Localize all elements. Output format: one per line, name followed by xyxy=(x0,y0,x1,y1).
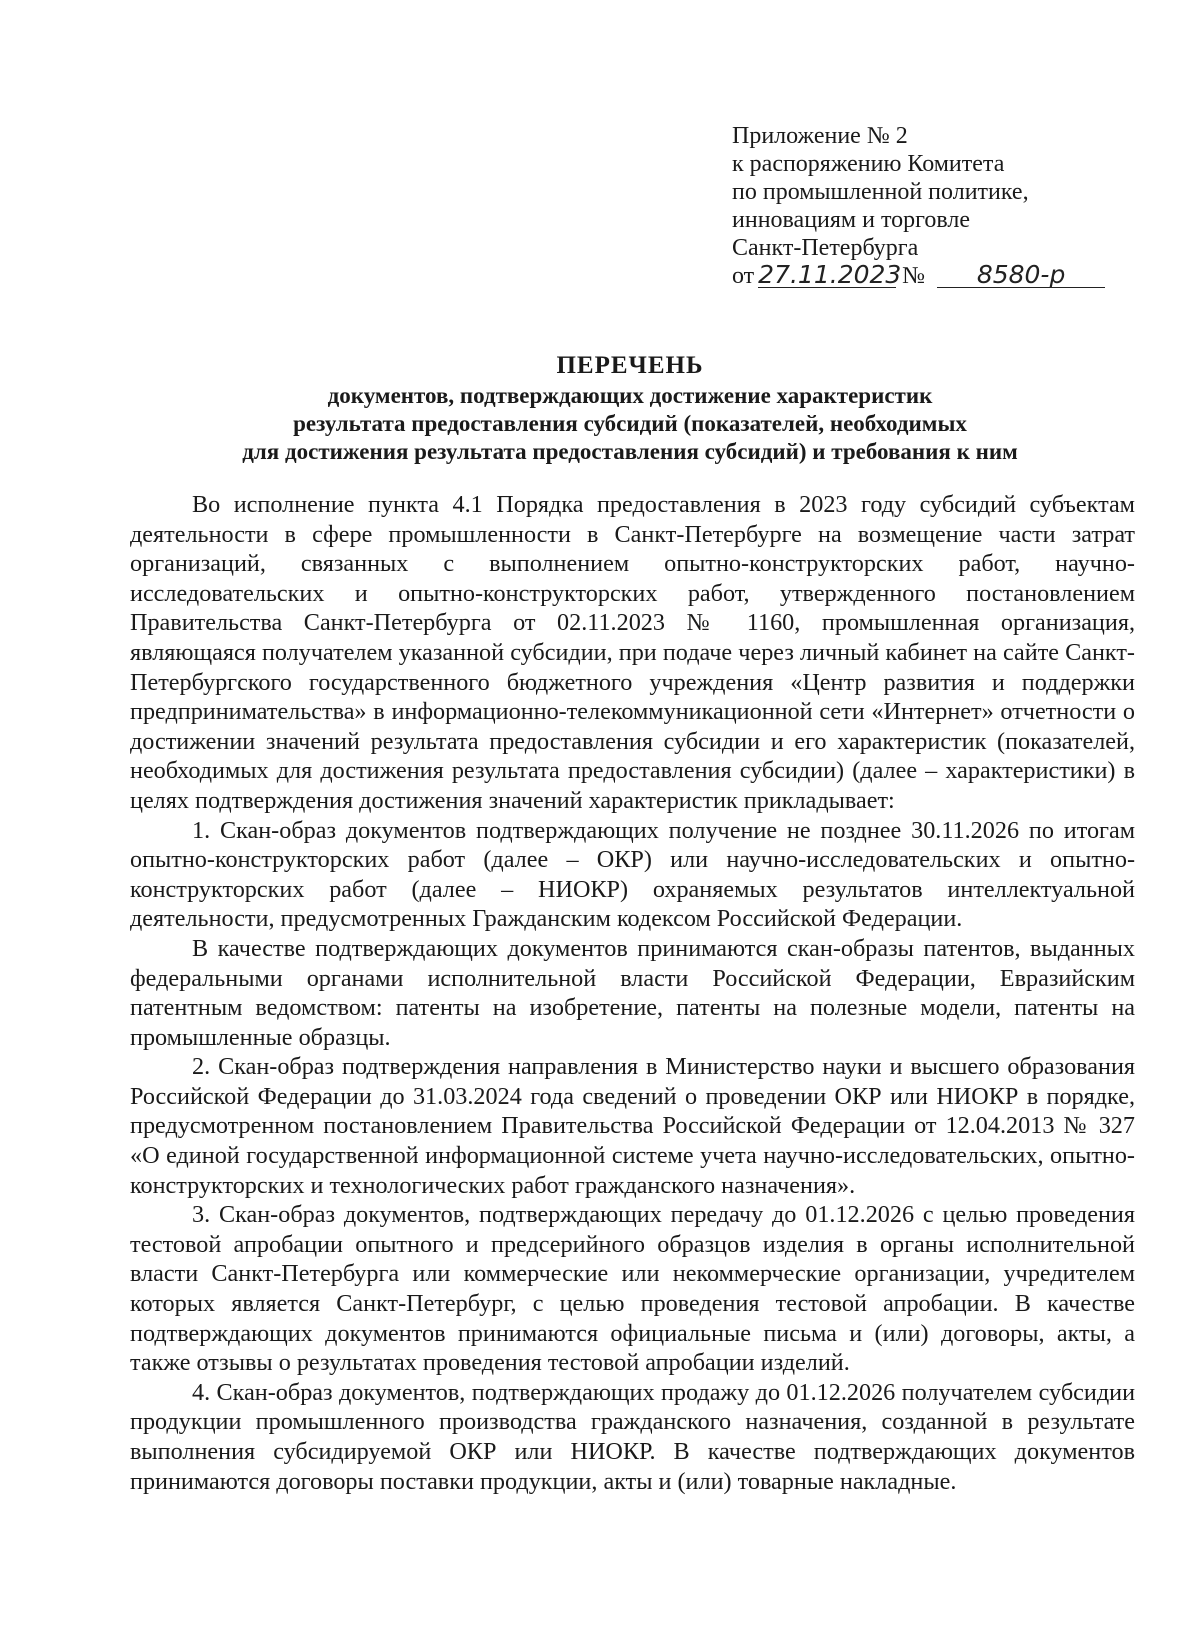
intro-paragraph: Во исполнение пункта 4.1 Порядка предоставления в 2023 году субсидий субъектам деятельности в сфере промышленности в Санкт-Петербурге на возмещение части затрат организаций, связанных с выполнением опытно-конструкторских работ, научно-исследовательских и опытно-конструкторских работ, утвержденного постановлением Правительства Санкт-Петербурга от 02.11.2023 № 1160, промышленная организация, являющаяся получателем указанной субсидии, при подаче через личный кабинет на сайте Санкт-Петербургского государственного бюджетного учреждения «Центр развития и поддержки предпринимательства» в информационно-телекоммуникационной сети «Интернет» отчетности о достижении значений результата предоставления субсидии и его характеристик (показателей, необходимых для достижения результата предоставления субсидии) (далее – характеристики) в целях подтверждения достижения значений характеристик прикладывает: xyxy=(130,491,1135,814)
item-text: Скан-образ документов подтверждающих получение не позднее 30.11.2026 по итогам опытно-конструкторских работ (далее – ОКР) или научно-исследовательских и опытно-конструкторских работ (далее – НИОКР) охраняемых результатов интеллектуальной деятельности, предусмотренных Гражданским кодексом Российской Федерации. xyxy=(130,816,1136,933)
annex-date-line xyxy=(732,262,1132,290)
annex-header xyxy=(732,122,1132,290)
list-item-4 xyxy=(130,1378,1135,1496)
item-number: 3. xyxy=(192,1201,211,1229)
annex-line: Приложение № 2 xyxy=(732,123,908,149)
heading-line: результата предоставления субсидий (показателей, необходимых xyxy=(293,411,967,436)
item-text: Скан-образ документов, подтверждающих передачу до 01.12.2026 с целью проведения тестовой апробации опытного и предсерийного образцов изделия в органы исполнительной власти Санкт-Петербурга или коммерческие или некоммерческие организации, учредителем которых является Санкт-Петербург, с целью проведения тестовой апробации. В качестве подтверждающих документов принимаются официальные письма и (или) договоры, акты, а также отзывы о результатах проведения тестовой апробации изделий. xyxy=(130,1201,1136,1377)
document-title: ПЕРЕЧЕНЬ xyxy=(556,352,704,379)
item-number: 2. xyxy=(192,1053,211,1081)
heading-line: документов, подтверждающих достижение характеристик xyxy=(327,383,933,408)
document-heading xyxy=(130,352,1130,466)
list-item-1 xyxy=(130,816,1135,934)
annex-line: к распоряжению Комитета xyxy=(732,151,1005,177)
document-body xyxy=(130,490,1135,1496)
list-item-3 xyxy=(130,1200,1135,1378)
annex-line: по промышленной политике, xyxy=(732,179,1029,205)
item-number: 1. xyxy=(192,816,211,844)
heading-line: для достижения результата предоставления субсидий) и требования к ним xyxy=(242,439,1018,464)
item-text: Скан-образ документов, подтверждающих продажу до 01.12.2026 получателем субсидии продукции промышленного производства гражданского назначения, созданной в результате выполнения субсидируемой ОКР или НИОКР. В качестве подтверждающих документов принимаются договоры поставки продукции, акты и (или) товарные накладные. xyxy=(130,1378,1136,1495)
item-text: Скан-образ подтверждения направления в Министерство науки и высшего образования Российской Федерации до 31.03.2024 года сведений о проведении ОКР или НИОКР в порядке, предусмотренном постановлением Правительства Российской Федерации от 12.04.2013 № 327 «О единой государственной информационной системе учета научно-исследовательских, опытно-конструкторских и технологических работ гражданского назначения». xyxy=(130,1053,1136,1199)
handwritten-number: 8580-р xyxy=(937,263,1105,288)
date-prefix: от xyxy=(732,263,755,289)
annex-line: инновациям и торговле xyxy=(732,207,971,233)
annex-line: Санкт-Петербурга xyxy=(732,235,919,261)
handwritten-date: 27.11.2023 xyxy=(758,260,902,289)
list-item-2 xyxy=(130,1052,1135,1200)
item-number: 4. xyxy=(192,1378,211,1406)
number-prefix: № xyxy=(902,263,926,289)
item-1-note-paragraph: В качестве подтверждающих документов принимаются скан-образы патентов, выданных федеральными органами исполнительной власти Российской Федерации, Евразийским патентным ведомством: патенты на изобретение, патенты на полезные модели, патенты на промышленные образцы. xyxy=(130,934,1135,1051)
